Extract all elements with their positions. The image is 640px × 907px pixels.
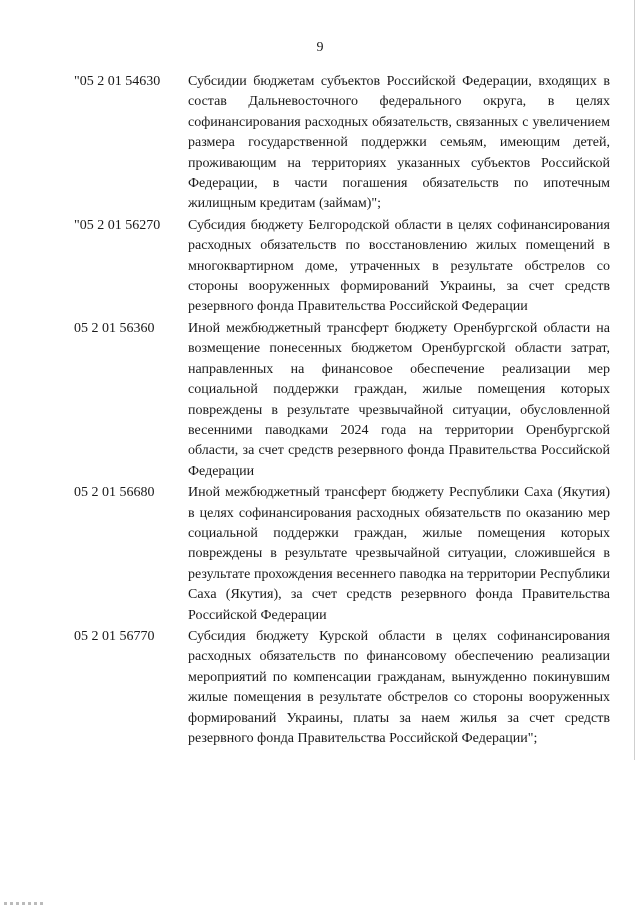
budget-entry (74, 319, 610, 482)
scan-artifact-mark (4, 902, 44, 905)
budget-entry (74, 483, 610, 626)
budget-entry (74, 627, 610, 749)
budget-description: Иной межбюджетный трансферт бюджету Республики Саха (Якутия) в целях софинансирования расходных обязательств по оказанию мер социальной поддержки граждан, жилые помещения которых повреждены в результате чрезвычайной ситуации, сложившейся в результате прохождения весеннего паводка на территории Республики Саха (Якутия), за счет средств резервного фонда Правительства Российской Федерации (188, 485, 610, 623)
page-number: 9 (316, 40, 324, 55)
budget-code: "05 2 01 56270 (74, 217, 161, 233)
budget-description: Иной межбюджетный трансферт бюджету Оренбургской области на возмещение понесенных бюджетом Оренбургской области затрат, направленных на финансовое обеспечение реализации мер социальной поддержки граждан, жилые помещения которых повреждены в результате чрезвычайной ситуации, обусловленной весенними паводками 2024 года на территории Оренбургской области, за счет средств резервного фонда Правительства Российской Федерации (188, 320, 610, 479)
budget-code: 05 2 01 56360 (74, 320, 155, 336)
budget-code-list (74, 72, 610, 750)
scan-margin-line (634, 0, 635, 760)
budget-code: "05 2 01 54630 (74, 74, 161, 89)
budget-description: Субсидия бюджету Белгородской области в целях софинансирования расходных обязательств по восстановлению жилых помещений в многоквартирном доме, утраченных в результате обстрелов со стороны вооруженных формирований Украины, за счет средств резервного фонда Правительства Российской Федерации (188, 217, 610, 315)
budget-description: Субсидии бюджетам субъектов Российской Федерации, входящих в состав Дальневосточного федерального округа, в целях софинансирования расходных обязательств, связанных с увеличением размера государственной поддержки семьям, имеющим детей, проживающим на территориях указанных субъектов Российской Федерации, в части погашения обязательств по ипотечным жилищным кредитам (займам)"; (188, 74, 610, 212)
budget-code: 05 2 01 56680 (74, 485, 155, 501)
budget-description: Субсидия бюджету Курской области в целях софинансирования расходных обязательств по финансовому обеспечению реализации мероприятий по компенсации гражданам, вынужденно покинувшим жилые помещения в результате обстрелов со стороны вооруженных формирований Украины, платы за наем жилья за счет средств резервного фонда Правительства Российской Федерации"; (188, 628, 610, 746)
budget-entry (74, 72, 610, 215)
budget-code: 05 2 01 56770 (74, 628, 155, 644)
budget-entry (74, 216, 610, 318)
